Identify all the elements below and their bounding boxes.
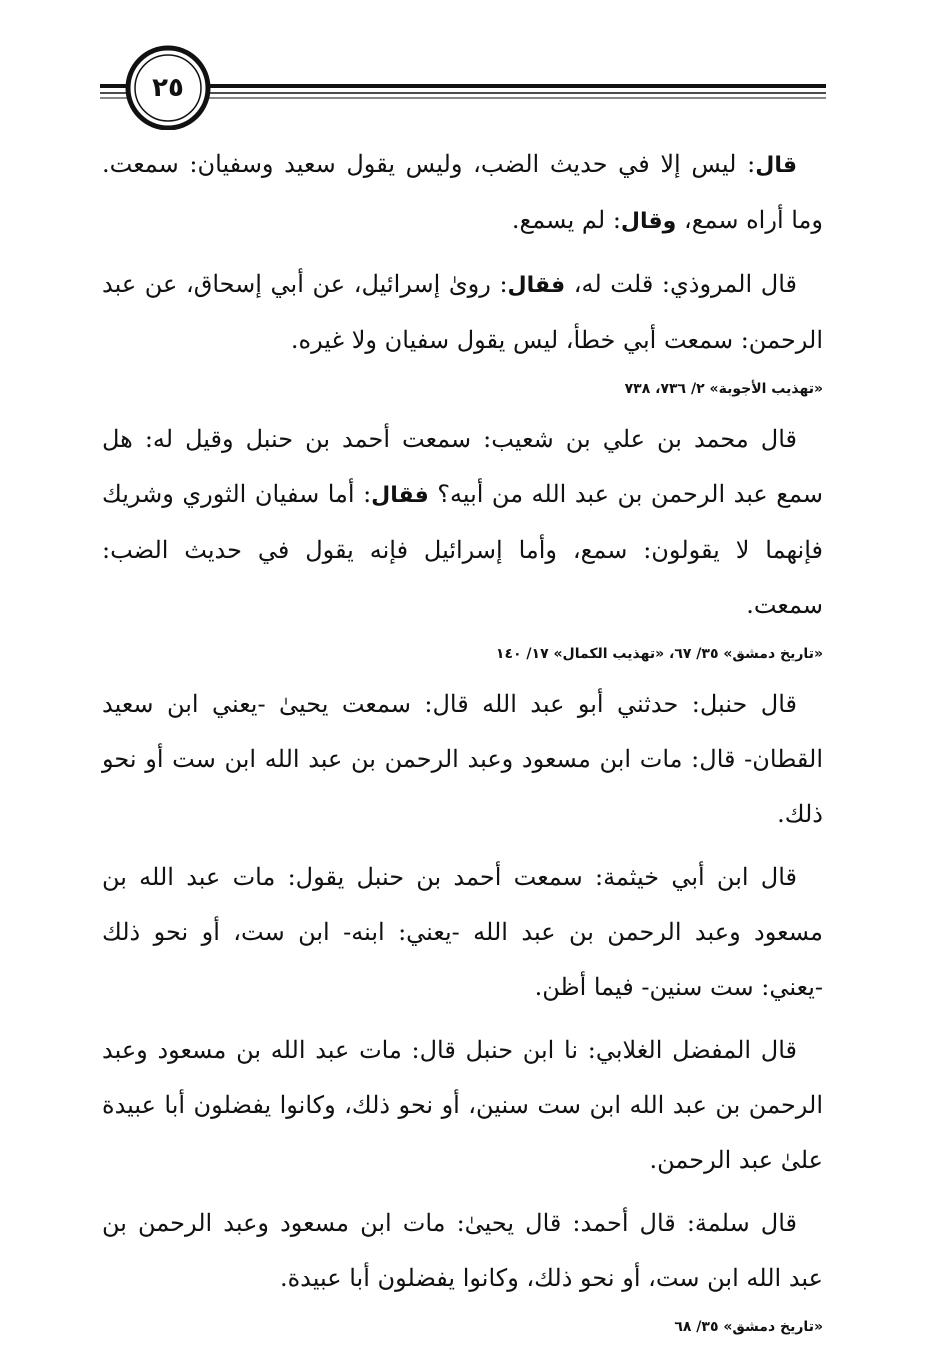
source-reference: «تاريخ دمشق» ٣٥/ ٦٧، «تهذيب الكمال» ١٧/ ١٤٠ — [495, 646, 823, 662]
paragraph: قال محمد بن علي بن شعيب: سمعت أحمد بن حنبل وقيل له: هل سمع عبد الرحمن بن عبد الله من أبيه؟ فقال: أما سفيان الثوري وشريك فإنهما لا يقولون: سمع، وأما إسرائيل فإنه يقول في حديث الضب: سمعت. — [102, 425, 823, 619]
paragraph: قال المروذي: قلت له، فقال: روىٰ إسرائيل، عن أبي إسحاق، عن عبد الرحمن: سمعت أبي خطأ، ليس يقول سفيان ولا غيره. — [102, 270, 823, 354]
page-number: ٢٥ — [152, 73, 184, 103]
page-body — [102, 137, 823, 1350]
source-reference: «تاريخ دمشق» ٣٥/ ٦٨ — [674, 1319, 823, 1335]
paragraph: قال حنبل: حدثني أبو عبد الله قال: سمعت يحيىٰ -يعني ابن سعيد القطان- قال: مات ابن مسعود وعبد الرحمن بن عبد الله ابن ست أو نحو ذلك. — [102, 690, 823, 828]
paragraph: قال: ليس إلا في حديث الضب، وليس يقول سعيد وسفيان: سمعت. وما أراه سمع، وقال: لم يسمع. — [102, 150, 823, 234]
source-reference: «تهذيب الأجوبة» ٢/ ٧٣٦، ٧٣٨ — [624, 381, 823, 397]
paragraph: قال ابن أبي خيثمة: سمعت أحمد بن حنبل يقول: مات عبد الله بن مسعود وعبد الرحمن بن عبد الله -يعني: ابنه- ابن ست، أو نحو ذلك -يعني: ست سنين- فيما أظن. — [102, 863, 823, 1001]
paragraph: قال سلمة: قال أحمد: قال يحيىٰ: مات ابن مسعود وعبد الرحمن بن عبد الله ابن ست، أو نحو ذلك، وكانوا يفضلون أبا عبيدة. — [102, 1209, 823, 1292]
paragraph: قال المفضل الغلابي: نا ابن حنبل قال: مات عبد الله بن مسعود وعبد الرحمن بن عبد الله ابن ست سنين، أو نحو ذلك، وكانوا يفضلون أبا عبيدة علىٰ عبد الرحمن. — [102, 1036, 823, 1174]
page-header — [0, 0, 937, 130]
